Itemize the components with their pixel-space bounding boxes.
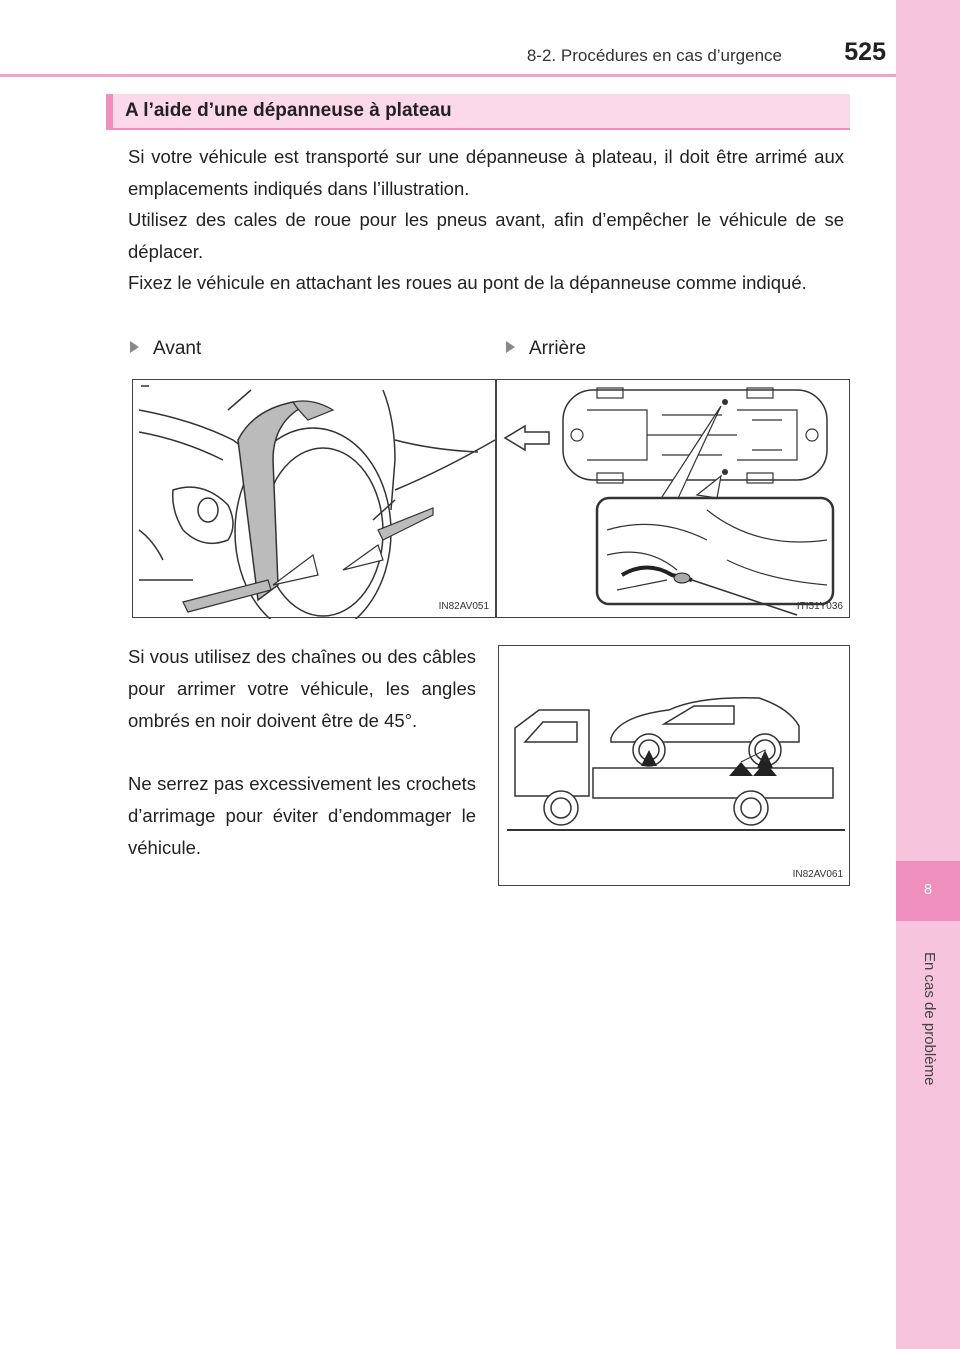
paragraph-transport: Si votre véhicule est transporté sur une dépanneuse à plateau, il doit être arrimé aux emplacements indiqués dans l’illustration. [128, 145, 844, 199]
figure-front-tie-down [132, 379, 496, 618]
underbody-tie-down-illustration [497, 380, 851, 619]
section-heading-accent [106, 94, 113, 128]
page-number: 525 [844, 38, 886, 66]
section-heading-text: A l’aide d’une dépanneuse à plateau [125, 100, 452, 121]
chapter-number: 8 [923, 881, 933, 898]
chapter-side-tab [896, 0, 960, 1349]
figure-flatbed-truck [498, 645, 850, 886]
subheading-front-text: Avant [153, 338, 202, 359]
subheading-front [130, 338, 201, 360]
triangle-bullet-icon [130, 341, 139, 353]
subheading-rear [506, 338, 586, 360]
flatbed-truck-illustration [499, 646, 851, 887]
note-hooks: Ne serrez pas excessivement les crochets d’arrimage pour éviter d’endommager le véhicule. [128, 772, 476, 858]
paragraph-wheel-chocks: Utilisez des cales de roue pour les pneus avant, afin d’empêcher le véhicule de se déplacer. [128, 208, 844, 262]
figure-code-truck: IN82AV061 [792, 869, 843, 880]
front-wheel-strap-illustration [133, 380, 497, 619]
paragraph-tie-down: Fixez le véhicule en attachant les roues au pont de la dépanneuse comme indiqué. [128, 271, 807, 293]
header-divider [0, 74, 896, 77]
figure-rear-tie-down [496, 379, 850, 618]
chapter-label: En cas de problème [921, 952, 938, 1086]
section-heading-underline [106, 128, 850, 130]
triangle-bullet-icon [506, 341, 515, 353]
subheading-rear-text: Arrière [529, 338, 587, 359]
note-chain-angle: Si vous utilisez des chaînes ou des câbles pour arrimer votre véhicule, les angles ombrés en noir doivent être de 45°. [128, 645, 476, 731]
header-section-title: 8-2. Procédures en cas d’urgence [526, 46, 782, 65]
figure-code-front: IN82AV051 [438, 601, 489, 612]
figure-code-rear: ITI51Y036 [796, 601, 843, 612]
section-heading [106, 94, 850, 128]
